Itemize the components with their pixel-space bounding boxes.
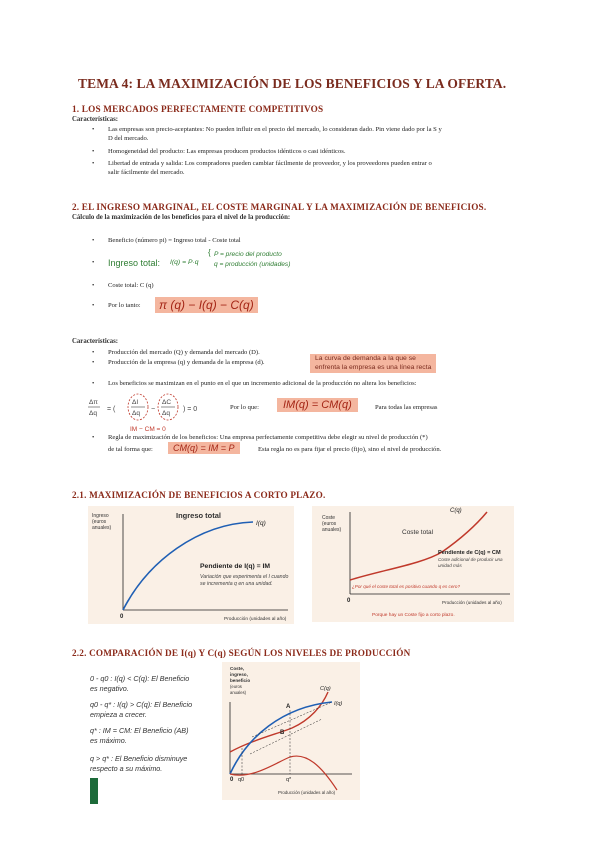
total-revenue-svg [88, 506, 294, 624]
x-axis-label: Producción (unidades al año) [224, 617, 287, 622]
note-1: 0 - q0 : I(q) < C(q): El Beneficio es negativo. [90, 674, 190, 693]
q0-label: q0 [238, 777, 245, 783]
im-equals-cm: IM(q) = CM(q) [277, 398, 358, 412]
slope-label: Pendiente de I(q) = IM [200, 563, 271, 570]
cost-curve [230, 692, 328, 752]
list-item: • Los beneficios se maximizan en el punto en el que un incremento adicional de la producción no altera los beneficios: [108, 380, 548, 389]
list-item: • Homogeneidad del producto: Las empresas producen productos idénticos o casi idénticos. [108, 148, 548, 157]
y-axis-label: (euros [92, 519, 107, 525]
slope-note: se incrementa q en una unidad. [200, 581, 273, 587]
slope-label: Pendiente de C(q) = CM [438, 550, 501, 556]
list-item: • Producción del mercado (Q) y demanda del mercado (D). [108, 349, 260, 358]
curve-title: Ingreso total [176, 511, 222, 520]
comparison-svg [222, 662, 360, 800]
total-cost-svg [312, 506, 514, 622]
total-revenue-chart [88, 506, 294, 624]
profit-rule-note: Esta regla no es para fijar el precio (fijo), sino el nivel de producción. [258, 446, 442, 453]
svg-text:Δq: Δq [162, 410, 170, 417]
y-axis-label: (euros [230, 684, 242, 689]
characteristics-label-2: Características: [72, 338, 119, 345]
y-axis-label: Coste, [230, 666, 245, 671]
profit-rule-formula: CM(q) = IM = P [168, 442, 240, 454]
revenue-label: I(q) [334, 701, 343, 707]
marginal-condition-diagram [85, 392, 225, 428]
list-item-cont: salir fácilmente del mercado. [108, 169, 185, 176]
y-axis-label: ingreso, [230, 672, 248, 677]
slope-note: unidad más [438, 563, 462, 568]
por-lo-que: Por lo que: [230, 404, 259, 411]
section-1-heading: 1. LOS MERCADOS PERFECTAMENTE COMPETITIVOS [72, 104, 324, 114]
curve-title: Coste total [402, 529, 434, 536]
list-item: • Ingreso total: [108, 259, 160, 270]
section-2-2-heading: 2.2. COMPARACIÓN DE I(q) Y C(q) SEGÚN LOS NIVELES DE PRODUCCIÓN [72, 648, 411, 658]
note-4: q > q* : El Beneficio disminuye respecto a su máximo. [90, 754, 188, 773]
tangent-cost [250, 719, 322, 754]
y-axis-label: anuales) [322, 527, 342, 533]
cost-label: C(q) [320, 686, 331, 692]
list-item: • Regla de maximización de los beneficios: Una empresa perfectamente competitiva debe elegir su nivel de producción (*) [108, 434, 548, 443]
cost-answer: Porque hay un Coste fijo a corto plazo. [372, 613, 455, 618]
y-axis-label: (euros [322, 521, 337, 527]
list-item-cont: D del mercado. [108, 135, 149, 142]
decorative-bar [90, 778, 98, 804]
section-2-heading: 2. EL INGRESO MARGINAL, EL COSTE MARGINAL Y LA MAXIMIZACIÓN DE BENEFICIOS. [72, 202, 487, 212]
origin-label: 0 [230, 777, 234, 783]
total-cost-chart [312, 506, 514, 622]
profit-curve [230, 756, 337, 790]
curve-label: I(q) [256, 520, 266, 527]
note-3: q* : IM = CM: El Beneficio (AB) es máximo. [90, 726, 189, 745]
svg-text:Δq: Δq [89, 410, 97, 417]
y-axis-label: anuales) [230, 690, 247, 695]
x-axis-label: Producción (unidades al año) [278, 790, 336, 795]
x-axis-label: Producción (unidades al año) [442, 600, 502, 605]
svg-text:) = 0: ) = 0 [183, 406, 198, 413]
y-axis-label: Ingreso [92, 513, 109, 519]
point-b: B [280, 730, 285, 736]
characteristics-label: Características: [72, 116, 119, 123]
svg-text:ΔI: ΔI [132, 399, 139, 406]
q-star-label: q* [286, 777, 292, 783]
cost-question: ¿Por qué el coste total es positivo cuando q es cero? [352, 584, 461, 589]
price-definition: P = precio del producto [214, 251, 282, 258]
page-title: TEMA 4: LA MAXIMIZACIÓN DE LOS BENEFICIOS Y LA OFERTA. [78, 76, 507, 91]
list-item-cont: de tal forma que: [108, 446, 153, 453]
curve-label: C(q) [450, 508, 462, 514]
svg-text:−: − [151, 406, 156, 413]
svg-text:Δπ: Δπ [89, 399, 98, 406]
slope-note: Variación que experimenta el I cuando [200, 574, 289, 580]
cost-curve [350, 512, 487, 580]
list-item: • Producción de la empresa (q) y demanda de la empresa (d). [108, 359, 265, 368]
section-2-intro: Cálculo de la maximización de los beneficios para el nivel de la producción: [72, 214, 291, 221]
origin-label: 0 [120, 614, 124, 620]
y-axis-label: anuales) [92, 525, 112, 531]
profit-formula: π (q) − I(q) − C(q) [155, 297, 258, 313]
list-item: • Por lo tanto: [108, 302, 141, 311]
slope-note: Coste adicional de producir una [438, 557, 503, 562]
point-a: A [286, 704, 291, 710]
revenue-formula: I(q) = P·q [170, 259, 199, 266]
list-item: • Coste total: C (q) [108, 282, 154, 291]
demand-note: La curva de demanda a la que se enfrenta la empresa es una línea recta [310, 354, 436, 373]
quantity-definition: q = producción (unidades) [214, 261, 291, 268]
y-axis-label: Coste [322, 515, 336, 521]
y-axis-label: beneficio [230, 678, 251, 683]
revenue-curve [230, 702, 332, 774]
list-item: • Las empresas son precio-aceptantes: No pueden influir en el precio del mercado, lo consideran dado. Pin viene dado por la S y [108, 126, 548, 135]
comparison-chart [222, 662, 360, 800]
brace-icon: { [208, 248, 211, 257]
svg-text:= (: = ( [107, 406, 116, 413]
list-item: • Libertad de entrada y salida: Los compradores pueden cambiar fácilmente de proveedor, y los proveedores pueden entrar o [108, 160, 548, 169]
origin-label: 0 [347, 598, 351, 604]
tangent-revenue [252, 702, 332, 737]
section-2-1-heading: 2.1. MAXIMIZACIÓN DE BENEFICIOS A CORTO PLAZO. [72, 490, 326, 500]
svg-text:ΔC: ΔC [162, 399, 172, 406]
list-item: • Beneficio (número pi) = Ingreso total - Coste total [108, 237, 241, 246]
im-cm-zero: IM − CM = 0 [130, 426, 166, 433]
all-firms-note: Para todas las empresas [375, 404, 438, 411]
svg-text:Δq: Δq [132, 410, 140, 417]
note-2: q0 - q* : I(q) > C(q): El Beneficio empieza a crecer. [90, 700, 193, 719]
